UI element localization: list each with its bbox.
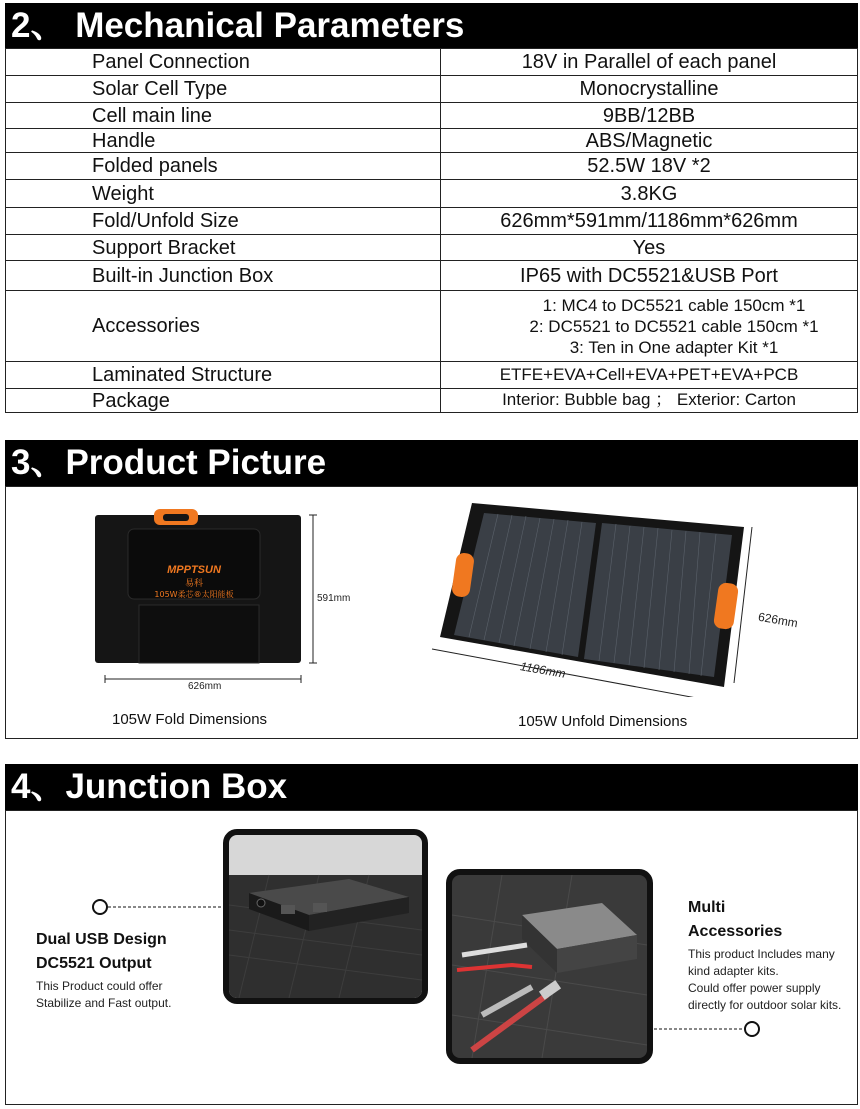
right-feature-text-1: This product Includes many [688,947,835,961]
param-key: Handle [6,129,441,153]
junction-box-section [5,810,858,1105]
unfold-caption: 105W Unfold Dimensions [518,713,688,730]
fold-height-label: 591mm [317,593,351,604]
param-value: 52.5W 18V *2 [441,153,858,180]
param-key: Package [6,389,441,413]
right-feature-text-4: directly for outdoor solar kits. [688,998,842,1012]
param-key: Accessories [6,291,441,362]
param-key: Folded panels [6,153,441,180]
junction-box-photo-usb [223,829,428,1004]
table-row [6,362,858,389]
param-value: IP65 with DC5521&USB Port [441,261,858,291]
right-feature-text-3: Could offer power supply [688,981,821,995]
unfold-length-label: 1186mm [519,659,567,681]
param-key: Solar Cell Type [6,76,441,103]
right-feature-text-2: kind adapter kits. [688,964,779,978]
left-pointer-line [90,899,230,915]
section-title-mechanical: 2、 Mechanical Parameters [5,3,858,49]
param-value: 626mm*591mm/1186mm*626mm [441,208,858,235]
param-value: 3.8KG [441,180,858,208]
param-value: 9BB/12BB [441,103,858,129]
accessory-line: 1: MC4 to DC5521 cable 150cm *1 [542,295,806,315]
usb-port-icon [313,903,327,912]
right-feature-title-1: Multi [688,899,726,916]
param-key: Laminated Structure [6,362,441,389]
table-row [6,261,858,291]
junction-box-photo-accessories [446,869,653,1064]
param-key: Built-in Junction Box [6,261,441,291]
table-row [6,153,858,180]
product-picture-box [5,486,858,739]
usb-port-icon [281,905,295,914]
param-value: Monocrystalline [441,76,858,103]
table-row [6,76,858,103]
fold-caption: 105W Fold Dimensions [112,711,268,728]
right-feature-title-2: Accessories [688,923,783,940]
param-value [441,291,858,362]
left-feature-title-2: DC5521 Output [36,955,152,972]
param-key: Support Bracket [6,235,441,261]
accessory-line: 2: DC5521 to DC5521 cable 150cm *1 [529,316,819,336]
left-feature-text-2: Stabilize and Fast output. [36,996,172,1010]
param-value: ABS/Magnetic [441,129,858,153]
table-row [6,49,858,76]
table-row [6,103,858,129]
table-row [6,129,858,153]
unfolded-panel-image [418,497,818,697]
unfold-width-label: 626mm [757,609,799,631]
brand-cn: 易科 [184,579,204,589]
param-key: Weight [6,180,441,208]
param-key: Panel Connection [6,49,441,76]
param-key: Cell main line [6,103,441,129]
table-row [6,180,858,208]
param-value: Yes [441,235,858,261]
table-row [6,208,858,235]
parameters-table [5,48,858,413]
param-value: ETFE+EVA+Cell+EVA+PET+EVA+PCB [441,362,858,389]
usb-ports-image [229,835,422,998]
right-pointer-line [654,1021,762,1037]
table-row [6,389,858,413]
left-feature-title-1: Dual USB Design [36,931,167,948]
left-feature-text-1: This Product could offer [36,979,163,993]
param-key: Fold/Unfold Size [6,208,441,235]
table-row [6,291,858,362]
fold-width-label: 626mm [188,681,222,692]
brand-logo: MPPTSUN [167,564,221,576]
param-value: 18V in Parallel of each panel [441,49,858,76]
section-title-junction: 4、Junction Box [5,764,858,810]
accessories-image [452,875,647,1058]
model-label: 105W柔芯®太阳能板 [154,590,234,599]
param-value: Interior: Bubble bag ； Exterior: Carton [441,389,858,413]
accessory-line: 3: Ten in One adapter Kit *1 [569,337,779,357]
table-row [6,235,858,261]
section-title-picture: 3、Product Picture [5,440,858,486]
